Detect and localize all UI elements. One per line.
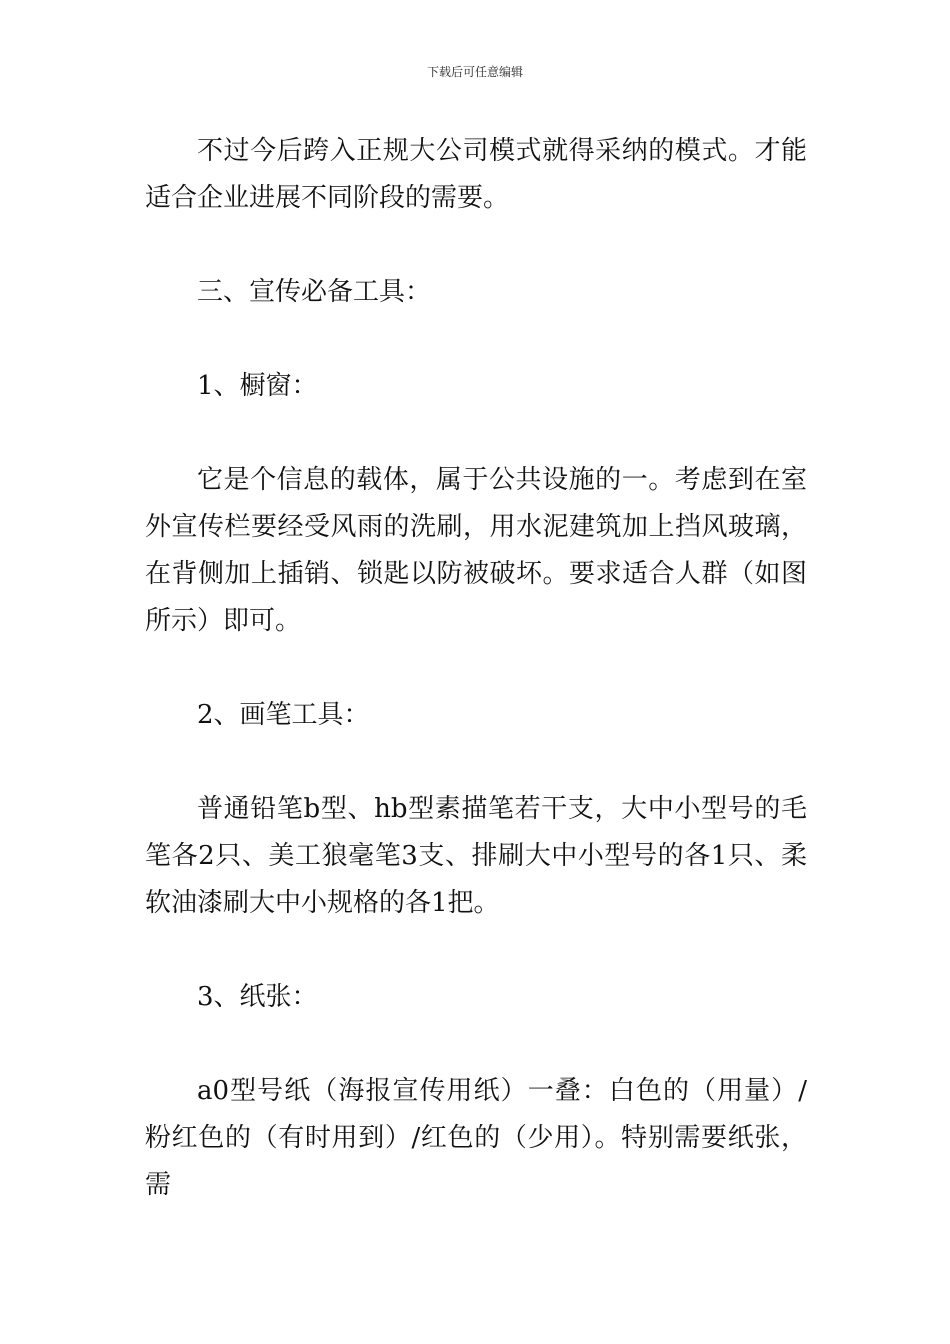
subheading-paper: 3、纸张：: [197, 982, 318, 1012]
paragraph-spacer: [145, 645, 807, 692]
paragraph-spacer: [145, 410, 807, 457]
paragraph-spacer: [145, 739, 807, 786]
page-header-note: 下载后可任意编辑: [426, 65, 523, 79]
paragraph-intro-continuation: 不过今后跨入正规大公司模式就得采纳的模式。才能适合企业进展不同阶段的需要。: [145, 136, 807, 213]
paragraph-brush-tools-description: 普通铅笔b型、hb型素描笔若干支，大中小型号的毛笔各2只、美工狼毫笔3支、排刷大中小型号的各1只、柔软油漆刷大中小规格的各1把。: [145, 794, 807, 918]
subheading-showcase: 1、橱窗：: [197, 371, 318, 401]
paragraph-spacer: [145, 316, 807, 363]
paragraph-spacer: [145, 927, 807, 974]
paragraph-spacer: [145, 222, 807, 269]
paragraph-paper-description: a0型号纸（海报宣传用纸）一叠：白色的（用量）/粉红色的（有时用到）/红色的（少用）。特别需要纸张，需: [145, 1076, 807, 1200]
subheading-brush-tools: 2、画笔工具：: [197, 700, 370, 730]
paragraph-spacer: [145, 1021, 807, 1068]
paragraph-showcase-description: 它是个信息的载体，属于公共设施的一。考虑到在室外宣传栏要经受风雨的洗刷，用水泥建筑加上挡风玻璃，在背侧加上插销、锁匙以防被破坏。要求适合人群（如图所示）即可。: [145, 465, 807, 636]
document-body: [145, 128, 807, 1209]
section-heading-promo-tools: 三、宣传必备工具：: [197, 277, 432, 307]
